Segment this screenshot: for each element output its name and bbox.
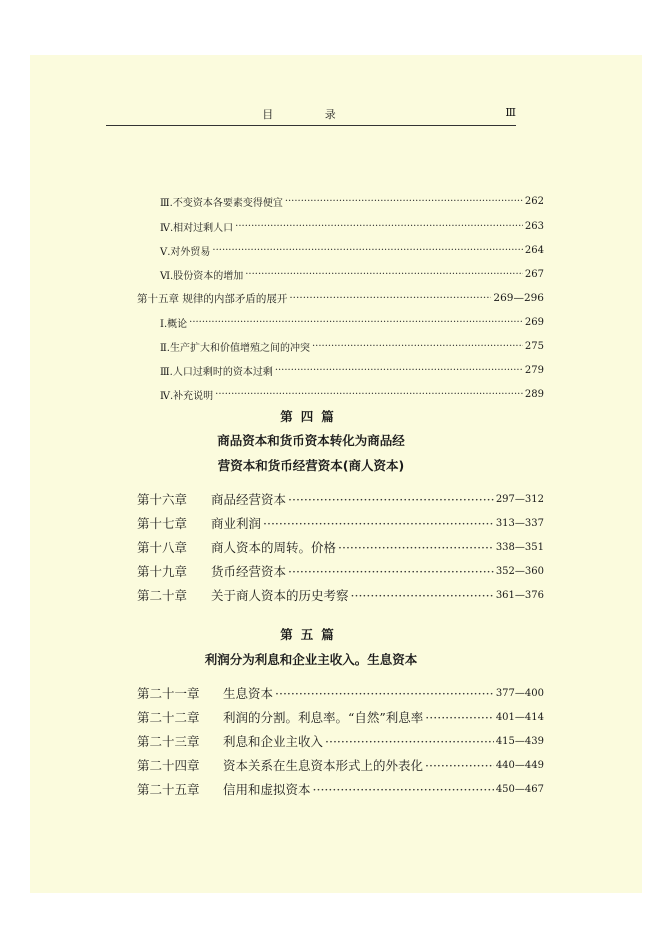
toc-chapter-entry[interactable] xyxy=(137,561,544,581)
header-rule xyxy=(106,125,516,126)
chapter-title: 资本关系在生息资本形式上的外表化 xyxy=(223,758,424,773)
leader-dots xyxy=(312,341,523,352)
toc-entry-page: 269—296 xyxy=(493,292,544,304)
chapter-number: 第二十四章 xyxy=(137,758,200,773)
toc-entry-page: 279 xyxy=(524,364,544,376)
header-page-number: Ⅲ xyxy=(505,106,516,119)
chapter-number: 第十六章 xyxy=(137,492,188,507)
toc-chapter-entry[interactable] xyxy=(137,683,544,703)
toc-entry[interactable] xyxy=(160,191,544,211)
leader-dots xyxy=(275,686,494,701)
leader-dots xyxy=(288,564,494,579)
toc-chapter-entry[interactable] xyxy=(137,731,544,751)
chapter-pages: 338—351 xyxy=(495,541,544,553)
toc-entry-page: 263 xyxy=(524,220,544,232)
chapter-number: 第二十章 xyxy=(137,588,188,603)
chapter-number: 第十七章 xyxy=(137,516,188,531)
chapter-title: 生息资本 xyxy=(223,686,274,701)
chapter-number: 第二十五章 xyxy=(137,782,200,797)
toc-entry-label: Ⅵ.股份资本的增加 xyxy=(160,270,244,282)
toc-entry[interactable] xyxy=(160,240,544,260)
chapter-pages: 401—414 xyxy=(495,711,544,723)
part-five-title-line1: 利润分为利息和企业主收入。生息资本 xyxy=(204,652,418,667)
toc-chapter-entry[interactable] xyxy=(137,779,544,799)
chapter-pages: 377—400 xyxy=(495,687,544,699)
part-four-title-line1: 商品资本和货币资本转化为商品经 xyxy=(217,433,405,448)
chapter-pages: 361—376 xyxy=(495,589,544,601)
leader-dots xyxy=(275,365,523,376)
part-four-title-line2: 营资本和货币经营资本(商人资本) xyxy=(217,458,405,473)
leader-dots xyxy=(189,317,523,328)
toc-entry-label: 第十五章 规律的内部矛盾的展开 xyxy=(137,292,288,305)
chapter-number: 第二十二章 xyxy=(137,710,200,725)
chapter-pages: 415—439 xyxy=(495,735,544,747)
toc-entry-label: Ⅰ.概论 xyxy=(160,318,188,330)
leader-dots xyxy=(289,292,491,304)
chapter-title: 商人资本的周转。价格 xyxy=(211,540,337,555)
toc-entry-label: Ⅲ.人口过剩时的资本过剩 xyxy=(160,366,273,378)
toc-entry-label: Ⅳ.补充说明 xyxy=(160,390,214,402)
leader-dots xyxy=(325,734,494,749)
part-five-heading: 第五篇 xyxy=(280,627,342,642)
chapter-title: 商品经营资本 xyxy=(211,492,287,507)
leader-dots xyxy=(263,516,494,531)
toc-entry-label: Ⅱ.生产扩大和价值增殖之间的冲突 xyxy=(160,342,310,354)
chapter-title: 货币经营资本 xyxy=(211,564,287,579)
chapter-number: 第十八章 xyxy=(137,540,188,555)
part-four-heading: 第四篇 xyxy=(280,409,342,424)
toc-entry[interactable] xyxy=(160,336,544,356)
chapter-title: 利息和企业主收入 xyxy=(223,734,324,749)
toc-entry-label: Ⅲ.不变资本各要素变得便宜 xyxy=(160,197,283,209)
leader-dots xyxy=(285,196,523,207)
leader-dots xyxy=(215,389,523,400)
toc-chapter-entry[interactable] xyxy=(137,707,544,727)
leader-dots xyxy=(212,245,523,256)
chapter-title: 信用和虚拟资本 xyxy=(223,782,311,797)
toc-entry[interactable] xyxy=(160,216,544,236)
toc-entry-page: 289 xyxy=(524,388,544,400)
chapter-pages: 352—360 xyxy=(495,565,544,577)
toc-entry-page: 267 xyxy=(524,268,544,280)
leader-dots xyxy=(338,540,494,555)
toc-chapter-entry[interactable] xyxy=(137,288,544,308)
chapter-number: 第二十一章 xyxy=(137,686,200,701)
toc-chapter-entry[interactable] xyxy=(137,537,544,557)
leader-dots xyxy=(313,782,494,797)
header-title: 目 录 xyxy=(262,108,360,121)
chapter-pages: 297—312 xyxy=(495,493,544,505)
chapter-title: 利润的分割。利息率。“自然”利息率 xyxy=(223,710,424,725)
toc-chapter-entry[interactable] xyxy=(137,489,544,509)
toc-entry[interactable] xyxy=(160,264,544,284)
toc-chapter-entry[interactable] xyxy=(137,585,544,605)
chapter-number: 第十九章 xyxy=(137,564,188,579)
toc-entry[interactable] xyxy=(160,312,544,332)
chapter-pages: 313—337 xyxy=(495,517,544,529)
toc-entry-page: 275 xyxy=(524,340,544,352)
running-header xyxy=(106,106,516,124)
toc-entry-label: Ⅳ.相对过剩人口 xyxy=(160,222,234,234)
chapter-pages: 450—467 xyxy=(495,783,544,795)
toc-entry-page: 262 xyxy=(524,195,544,207)
leader-dots xyxy=(288,492,494,507)
toc-entry[interactable] xyxy=(160,360,544,380)
chapter-pages: 440—449 xyxy=(495,759,544,771)
toc-entry-page: 269 xyxy=(524,316,544,328)
chapter-title: 关于商人资本的历史考察 xyxy=(211,588,349,603)
leader-dots xyxy=(245,269,523,280)
leader-dots xyxy=(425,758,494,773)
leader-dots xyxy=(351,588,494,603)
toc-chapter-entry[interactable] xyxy=(137,513,544,533)
toc-chapter-entry[interactable] xyxy=(137,755,544,775)
toc-entry[interactable] xyxy=(160,384,544,404)
toc-entry-label: Ⅴ.对外贸易 xyxy=(160,246,211,258)
leader-dots xyxy=(425,710,494,725)
leader-dots xyxy=(235,221,523,232)
toc-entry-page: 264 xyxy=(524,244,544,256)
chapter-title: 商业利润 xyxy=(211,516,262,531)
chapter-number: 第二十三章 xyxy=(137,734,200,749)
